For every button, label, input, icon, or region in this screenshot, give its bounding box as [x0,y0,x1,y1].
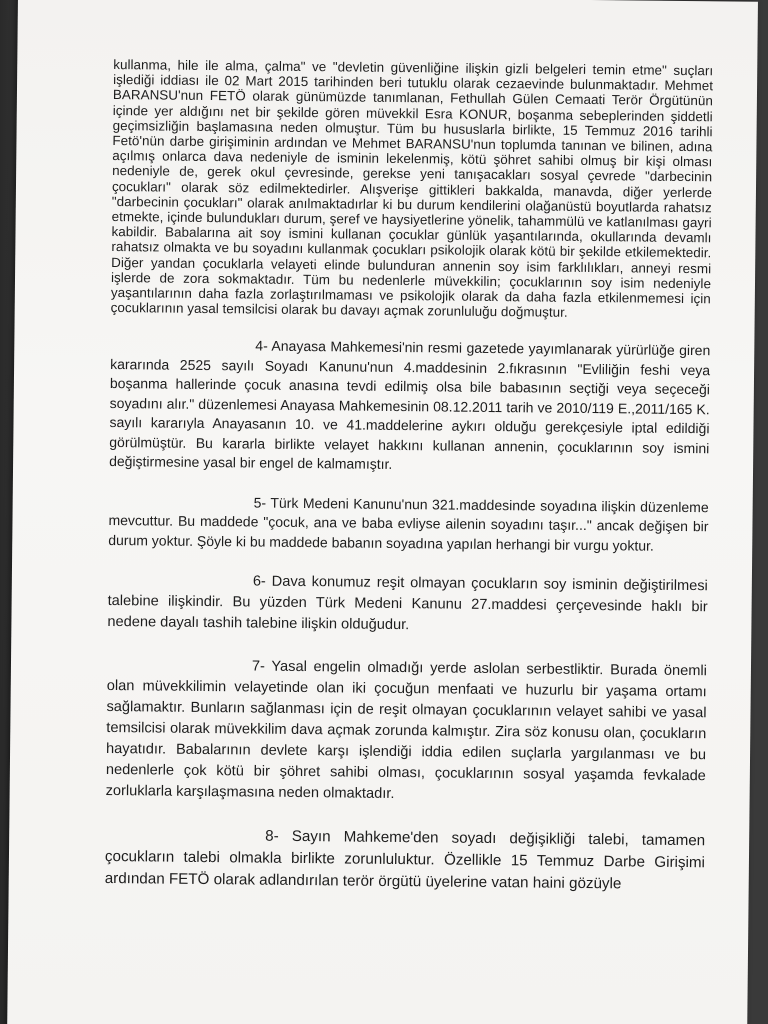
paragraph-5: 5- Türk Medeni Kanunu'nun 321.maddesinde soyadına ilişkin düzenleme mevcuttur. Bu maddede "çocuk, ana ve baba evliyse ailenin soyadını taşır..." ancak değişen bir durum yoktur. Şöyle ki bu maddede babanın soyadına yapılan herhangi bir vurgu yoktur. [108,494,709,554]
paragraph-3-continued: kullanma, hile ile alma, çalma" ve "devletin güvenliğine ilişkin gizli belgeleri temin etme" suçları işlediği iddiası ile 02 Mart 2015 tarihinden beri tutuklu olarak cezaevinde bulunmaktadır. Mehmet BARANSU'nun FETÖ olarak günümüzde tanımlanan, Fethullah Gülen Cemaati Terör Örgütünün içinde yer aldığını net bir şekilde gören müvekkil Esra KONUR, boşanma sebeplerinden şiddetli geçimsizliğin başlamasına neden olmuştur. Tüm bu hususlarla birlikte, 15 Temmuz 2016 tarihli Fetö'nün darbe girişiminin ardından ve Mehmet BARANSU'nun toplumda tanınan ve bilinen, adına açılmış onlarca dava nedeniyle de isminin lekelenmiş, kötü şöhret sahibi olmuş bir kişi olması nedeniyle de, gerek okul çevresinde, gerekse yeni tanışacakları sosyal çevrede "darbecinin çocukları" olarak söz edilmektedirler. Alışverişe gittikleri bakkalda, manavda, diğer yerlerde "darbecinin çocukları" olarak anılmaktadırlar ki bu durum kendilerini olağanüstü boyutlarda rahatsız etmekte, içinde bulundukları durum, şeref ve haysiyetlerine yönelik, tahammülü ve katlanılması gayri kabildir. Babalarına ait soy ismini kullanan çocuklar günlük yaşantılarında, okullarında devamlı rahatsız olmakta ve bu soyadını kullanmak çocukları psikolojik olarak kötü bir şekilde etkilemektedir. Diğer yandan çocuklarla velayeti elinde bulunduran annenin soy isim farklılıkları, anneyi resmi işlerde de zora sokmaktadır. Tüm bu nedenlerle müvekkilin; çocuklarının soy isim nedeniyle yaşantılarının daha fazla zorlaştırılmaması ve psikolojik olarak da daha fazla etkilenmemesi için çocuklarının yasal temsilcisi olarak bu davayı açmak zorunluluğu doğmuştur. [110,57,714,321]
paragraph-4: 4- Anayasa Mahkemesi'nin resmi gazetede yayımlanarak yürürlüğe giren kararında 2525 sayılı Soyadı Kanunu'nun 4.maddesinin 2.fıkrasının "Evliliğin feshi veya boşanma hallerinde çocuk anasına tevdi edilmiş olsa bile babasının seçtiği veya seçeceği soyadını alır." düzenlemesi Anayasa Mahkemesinin 08.12.2011 tarih ve 2010/119 E.,2011/165 K. sayılı kararıyla Anayasanın 10. ve 41.maddelerine aykırı olduğu gerekçesiyle iptal edildiği görülmüştür. Bu kararla birlikte velayet hakkını kullanan annenin, çocuklarının soy ismini değiştirmesine yasal bir engel de kalmamıştır. [109,337,711,473]
document-page [7,0,758,1024]
paragraph-6: 6- Dava konumuz reşit olmayan çocukların soy isminin değiştirilmesi talebine ilişkindir. Bu yüzden Türk Medeni Kanunu 27.maddesi çerçevesinde haklı bir nedene dayalı tashih talebine ilişkin olduğudur. [107,573,708,634]
paragraph-7: 7- Yasal engelin olmadığı yerde aslolan serbestliktir. Burada önemli olan müvekkilimin velayetinde olan iki çocuğun menfaati ve huzurlu bir yaşama ortamı sağlamaktır. Bunların sağlanması için de reşit olmayan çocuklarının velayet sahibi ve yasal temsilcisi olarak müvekkilim dava açmak zorunda kalmıştır. Zira söz konusu olan, çocukların hayatıdır. Babalarının devlete karşı işlendiği iddia edilen suçlarla yargılanması ve bu nedenlerle çok kötü bir şöhret sahibi olması, çocuklarının sosyal yaşamda fevkalade zorluklarla karşılaşmasına neden olmaktadır. [105,658,708,803]
paragraph-8: 8- Sayın Mahkeme'den soyadı değişikliği talebi, tamamen çocukların talebi olmakla birlikte zorunluluktur. Özellikle 15 Temmuz Darbe Girişimi ardından FETÖ olarak adlandırılan terör örgütü üyelerine vatan haini gözüyle [104,828,706,893]
document-body [105,57,714,897]
